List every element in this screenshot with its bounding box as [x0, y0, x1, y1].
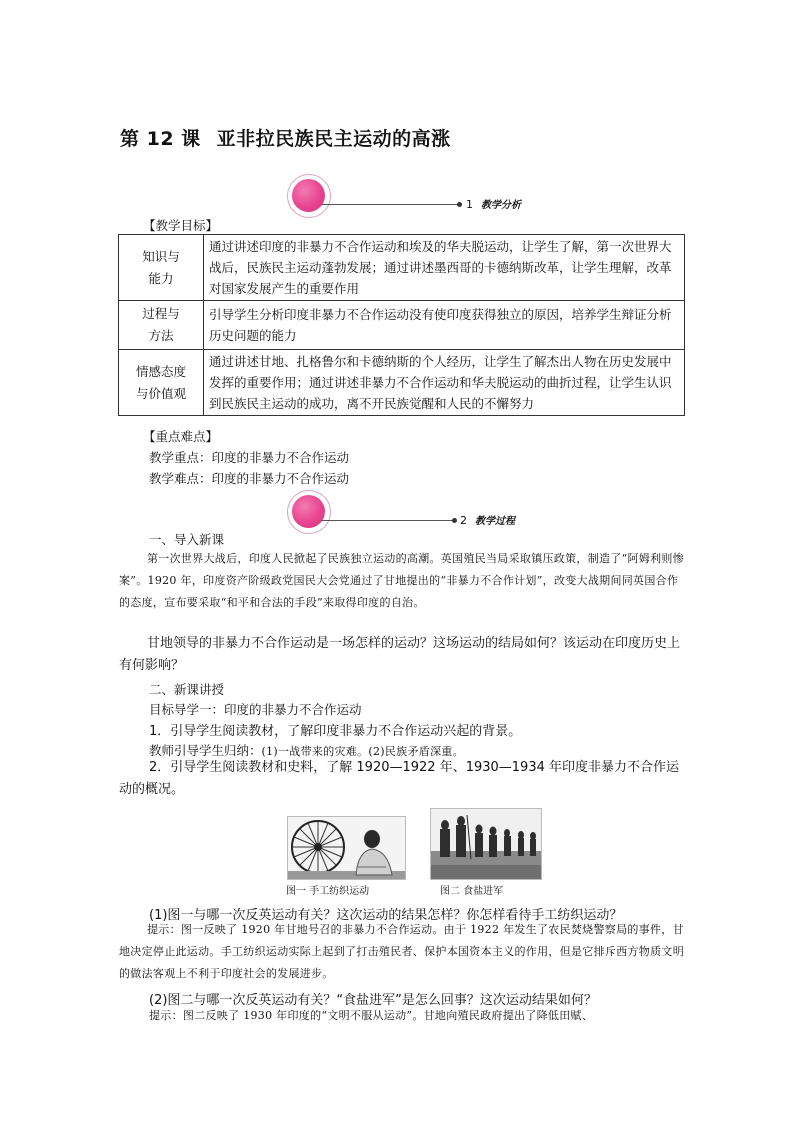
goal-category: 过程与 方法: [119, 301, 204, 350]
target-heading: 目标导学一：印度的非暴力不合作运动: [149, 702, 362, 717]
table-row: [119, 350, 685, 416]
goal-content: 通过讲述印度的非暴力不合作运动和埃及的华夫脱运动，让学生了解，第一次世界大战后，民族民主运动蓬勃发展；通过讲述墨西哥的卡德纳斯改革，让学生理解，改革对国家发展产生的重要作用: [204, 235, 685, 301]
section-label: 教学分析: [481, 200, 521, 211]
section-divider: [321, 520, 456, 521]
key-point: 教学重点：印度的非暴力不合作运动: [149, 450, 350, 465]
keypoints-heading: 【重点难点】: [143, 429, 219, 444]
lesson-title: [120, 124, 451, 151]
question-2: (2)图二与哪一次反英运动有关？“食盐进军”是怎么回事？这次运动结果如何？: [149, 993, 597, 1008]
question-2-hint: 提示：图二反映了 1930 年印度的“文明不服从运动”。甘地向殖民政府提出了降低田赋、: [149, 1009, 594, 1022]
question-1: (1)图一与哪一次反英运动有关？这次运动的结果怎样？你怎样看待手工纺织运动？: [149, 908, 623, 923]
summary-label: 教师引导学生归纳：: [149, 743, 262, 758]
goal-content: 引导学生分析印度非暴力不合作运动没有使印度获得独立的原因，培养学生辩证分析历史问题的能力: [204, 301, 685, 350]
part2-heading: 二、新课讲授: [149, 682, 225, 697]
step-2: 2．引导学生阅读教材和史料，了解 1920—1922 年、1930—1934 年印度非暴力不合作运动的概况。: [119, 760, 680, 797]
summary-text: (1)一战带来的灾难。(2)民族矛盾深重。: [261, 745, 464, 758]
figure-spinning-wheel: [287, 816, 406, 880]
figure-salt-march: [430, 808, 542, 880]
difficult-point: 教学难点：印度的非暴力不合作运动: [149, 471, 350, 486]
bullet-dot-icon: [457, 202, 462, 207]
bullet-dot-icon: [452, 518, 457, 523]
question-1-hint: 提示：图一反映了 1920 年甘地号召的非暴力不合作运动。由于 1922 年发生了农民焚烧警察局的事件，甘地决定停止此运动。手工纺织运动实际上起到了打击殖民者、保护本国资本主义的作用，但是它排斥西方物质文明的做法客观上不利于印度社会的发展进步。: [119, 923, 684, 980]
figure-caption: 图一 手工纺织运动: [286, 886, 370, 897]
goal-category: 情感态度 与价值观: [119, 350, 204, 416]
goals-table: [118, 234, 685, 416]
section-marker-analysis: [287, 174, 547, 218]
section-divider: [321, 204, 461, 205]
goal-content: 通过讲述甘地、扎格鲁尔和卡德纳斯的个人经历，让学生了解杰出人物在历史发展中发挥的重要作用；通过讲述非暴力不合作运动和华夫脱运动的曲折过程，让学生认识到民族民主运动的成功，离不开民族觉醒和人民的不懈努力: [204, 350, 685, 416]
goal-category: 知识与 能力: [119, 235, 204, 301]
figure-caption: 图二 食盐进军: [440, 886, 504, 897]
table-row: [119, 235, 685, 301]
intro-question: 甘地领导的非暴力不合作运动是一场怎样的运动？这场运动的结局如何？该运动在印度历史上有何影响？: [119, 636, 681, 673]
spinning-wheel-photo: [288, 817, 405, 879]
intro-paragraph: 第一次世界大战后，印度人民掀起了民族独立运动的高潮。英国殖民当局采取镇压政策，制造了“阿姆利则惨案”。1920 年，印度资产阶级政党国民大会党通过了甘地提出的“非暴力不合作计划”，改变大战期间同英国合作的态度，宣布要采取“和平和合法的手段”来取得印度的自治。: [119, 552, 685, 609]
goals-heading: 【教学目标】: [143, 218, 219, 233]
table-row: [119, 301, 685, 350]
section-label: 教学过程: [475, 516, 515, 527]
section-marker-process: [287, 490, 547, 534]
section-number: 1: [466, 198, 473, 211]
section-number: 2: [460, 514, 467, 527]
salt-march-photo: [431, 809, 541, 879]
lesson-name: 亚非拉民族民主运动的高涨: [216, 128, 451, 150]
part1-heading: 一、导入新课: [149, 532, 225, 547]
lesson-number: 第 12 课: [120, 128, 201, 150]
step-1: 1．引导学生阅读教材，了解印度非暴力不合作运动兴起的背景。: [149, 724, 522, 739]
